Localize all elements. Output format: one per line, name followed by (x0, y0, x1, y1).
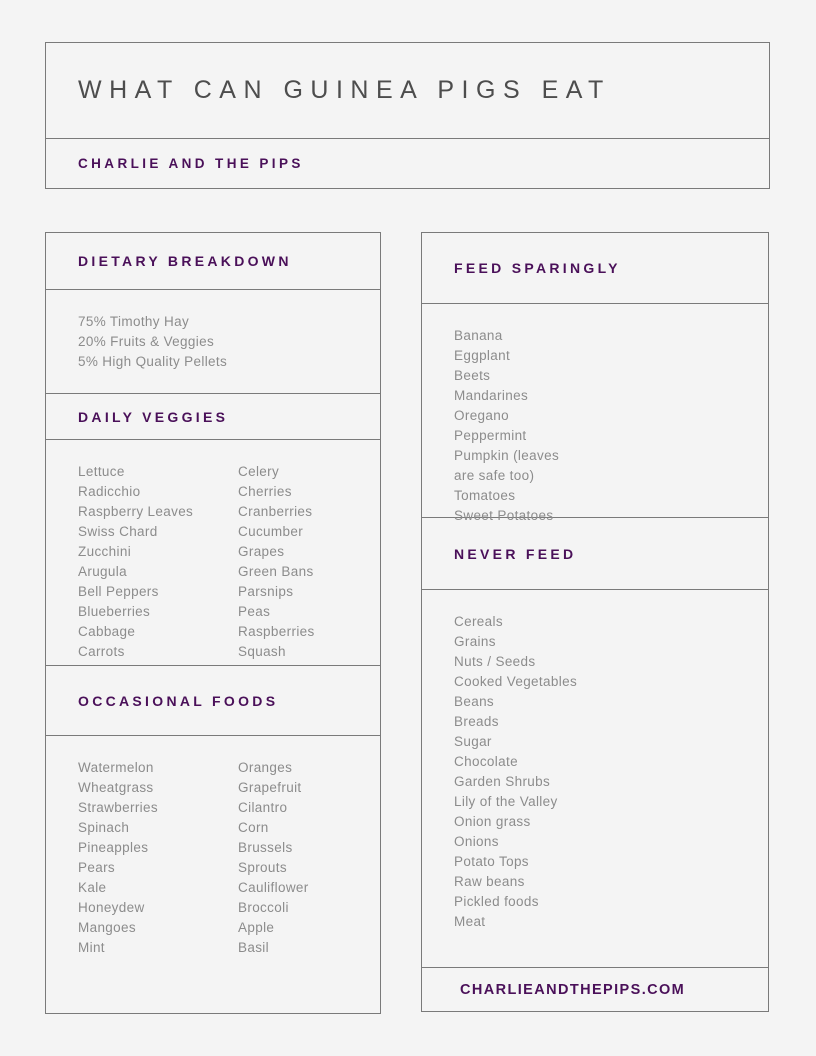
list-item: Sprouts (238, 860, 287, 875)
list-item: 20% Fruits & Veggies (78, 334, 215, 349)
section-body-daily-veggies (45, 440, 381, 666)
list-item: Tomatoes (454, 488, 516, 503)
list-item: Cauliflower (238, 880, 309, 895)
section-body-dietary-breakdown (45, 290, 381, 394)
feed-sparingly-list (454, 326, 748, 526)
list-item: Watermelon (78, 760, 154, 775)
list-item: Onion grass (454, 814, 531, 829)
list-item: Blueberries (78, 604, 151, 619)
left-column (45, 232, 381, 1014)
section-body-occasional-foods (45, 736, 381, 1014)
page-title: WHAT CAN GUINEA PIGS EAT (78, 76, 611, 104)
list-item: Grains (454, 634, 496, 649)
list-item: Mangoes (78, 920, 136, 935)
daily-veggies-list-1 (78, 462, 238, 662)
list-item: Grapes (238, 544, 285, 559)
list-item: Honeydew (78, 900, 145, 915)
list-item: Peppermint (454, 428, 527, 443)
list-item: Grapefruit (238, 780, 302, 795)
footer-band (421, 968, 769, 1012)
list-item: Cucumber (238, 524, 304, 539)
list-item: Kale (78, 880, 107, 895)
list-item: Spinach (78, 820, 130, 835)
occasional-foods-list-1 (78, 758, 238, 958)
section-title-never-feed: NEVER FEED (454, 545, 577, 562)
list-item: Apple (238, 920, 275, 935)
list-item: Pickled foods (454, 894, 539, 909)
list-item: are safe too) (454, 468, 535, 483)
list-item: Potato Tops (454, 854, 529, 869)
list-item: Meat (454, 914, 486, 929)
list-item: Pears (78, 860, 116, 875)
list-item: Sugar (454, 734, 492, 749)
list-item: Bell Peppers (78, 584, 159, 599)
list-item: Carrots (78, 644, 125, 659)
section-title-daily-veggies: DAILY VEGGIES (78, 408, 229, 425)
byline: CHARLIE AND THE PIPS (78, 156, 304, 171)
list-item: Squash (238, 644, 286, 659)
list-item: Onions (454, 834, 499, 849)
list-item: Mint (78, 940, 105, 955)
poster-byline-box (45, 139, 770, 189)
daily-veggies-list-2 (238, 462, 315, 662)
section-title-dietary-breakdown: DIETARY BREAKDOWN (78, 253, 292, 269)
list-item: Peas (238, 604, 271, 619)
list-item: Wheatgrass (78, 780, 154, 795)
list-item: Strawberries (78, 800, 158, 815)
list-item: Cherries (238, 484, 292, 499)
list-item: Radicchio (78, 484, 141, 499)
website-url[interactable]: CHARLIEANDTHEPIPS.COM (460, 981, 686, 998)
masthead (45, 42, 770, 189)
right-column (421, 232, 769, 1012)
section-header-daily-veggies (45, 394, 381, 440)
list-item: Broccoli (238, 900, 289, 915)
list-item: Celery (238, 464, 280, 479)
section-header-dietary-breakdown (45, 232, 381, 290)
list-item: 5% High Quality Pellets (78, 354, 228, 369)
list-item: Cooked Vegetables (454, 674, 578, 689)
section-header-occasional-foods (45, 666, 381, 736)
list-item: Sweet Potatoes (454, 508, 554, 523)
poster-title-box (45, 42, 770, 139)
list-item: Garden Shrubs (454, 774, 551, 789)
list-item: Cranberries (238, 504, 313, 519)
dietary-breakdown-list (78, 312, 360, 372)
list-item: Oregano (454, 408, 509, 423)
list-item: Cabbage (78, 624, 136, 639)
list-item: Lily of the Valley (454, 794, 558, 809)
never-feed-list (454, 612, 748, 932)
occasional-foods-columns (78, 758, 360, 958)
list-item: Mandarines (454, 388, 529, 403)
section-title-feed-sparingly: FEED SPARINGLY (454, 260, 621, 276)
list-item: Chocolate (454, 754, 518, 769)
list-item: Brussels (238, 840, 293, 855)
list-item: Beets (454, 368, 491, 383)
list-item: Raspberry Leaves (78, 504, 194, 519)
daily-veggies-columns (78, 462, 360, 662)
list-item: Lettuce (78, 464, 125, 479)
section-header-feed-sparingly (421, 232, 769, 304)
list-item: Oranges (238, 760, 293, 775)
list-item: Zucchini (78, 544, 132, 559)
section-body-never-feed (421, 590, 769, 968)
list-item: Beans (454, 694, 495, 709)
occasional-foods-list-2 (238, 758, 309, 958)
list-item: Cereals (454, 614, 503, 629)
list-item: Basil (238, 940, 270, 955)
list-item: Breads (454, 714, 499, 729)
list-item: Corn (238, 820, 269, 835)
section-body-feed-sparingly (421, 304, 769, 523)
list-item: Pumpkin (leaves (454, 448, 560, 463)
list-item: Raspberries (238, 624, 315, 639)
section-title-occasional-foods: OCCASIONAL FOODS (78, 692, 279, 709)
section-header-never-feed (421, 518, 769, 590)
list-item: Cilantro (238, 800, 288, 815)
list-item: Parsnips (238, 584, 294, 599)
list-item: 75% Timothy Hay (78, 314, 190, 329)
list-item: Raw beans (454, 874, 525, 889)
list-item: Pineapples (78, 840, 149, 855)
list-item: Nuts / Seeds (454, 654, 536, 669)
list-item: Banana (454, 328, 503, 343)
list-item: Swiss Chard (78, 524, 158, 539)
list-item: Arugula (78, 564, 127, 579)
list-item: Eggplant (454, 348, 511, 363)
list-item: Green Bans (238, 564, 314, 579)
